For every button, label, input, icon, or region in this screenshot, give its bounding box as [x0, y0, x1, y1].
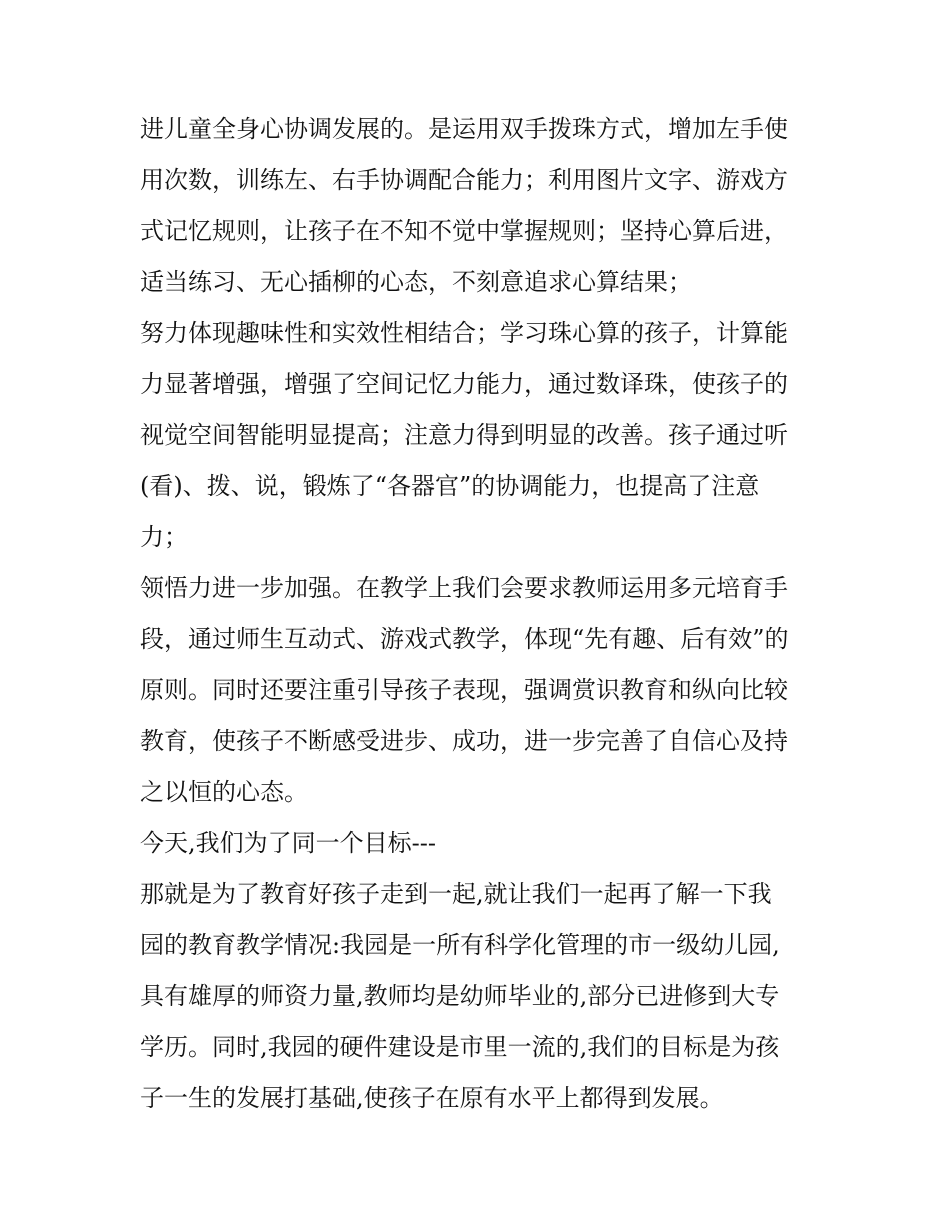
text-line: 力；: [140, 523, 188, 551]
text-line: 领悟力进一步加强。在教学上我们会要求教师运用多元培育手: [140, 574, 788, 602]
text-line: 式记忆规则，让孩子在不知不觉中掌握规则；坚持心算后进，: [140, 217, 788, 245]
text-line: 视觉空间智能明显提高；注意力得到明显的改善。孩子通过听: [140, 421, 788, 449]
text-line: 用次数，训练左、右手协调配合能力；利用图片文字、游戏方: [140, 166, 788, 194]
text-line: 力显著增强，增强了空间记忆力能力，通过数译珠，使孩子的: [140, 370, 788, 398]
text-line: 子一生的发展打基础,使孩子在原有水平上都得到发展。: [140, 1084, 724, 1112]
text-line: 具有雄厚的师资力量,教师均是幼师毕业的,部分已进修到大专: [140, 982, 780, 1010]
text-line: 进儿童全身心协调发展的。是运用双手拨珠方式，增加左手使: [140, 115, 788, 143]
text-line: 段，通过师生互动式、游戏式教学，体现“先有趣、后有效”的: [140, 625, 789, 653]
text-line: (看)、拨、说，锻炼了“各器官”的协调能力，也提高了注意: [140, 472, 760, 500]
text-line: 教育，使孩子不断感受进步、成功，进一步完善了自信心及持: [140, 727, 788, 755]
text-line: 之以恒的心态。: [140, 778, 308, 806]
text-line: 原则。同时还要注重引导孩子表现，强调赏识教育和纵向比较: [140, 676, 788, 704]
text-line: 适当练习、无心插柳的心态，不刻意追求心算结果；: [140, 268, 692, 296]
text-line: 那就是为了教育好孩子走到一起,就让我们一起再了解一下我: [140, 880, 772, 908]
text-line: 今天,我们为了同一个目标---: [140, 829, 436, 857]
text-line: 努力体现趣味性和实效性相结合；学习珠心算的孩子，计算能: [140, 319, 788, 347]
body-text: [140, 104, 830, 1124]
text-line: 园的教育教学情况:我园是一所有科学化管理的市一级幼儿园,: [140, 931, 780, 959]
text-line: 学历。同时,我园的硬件建设是市里一流的,我们的目标是为孩: [140, 1033, 780, 1061]
